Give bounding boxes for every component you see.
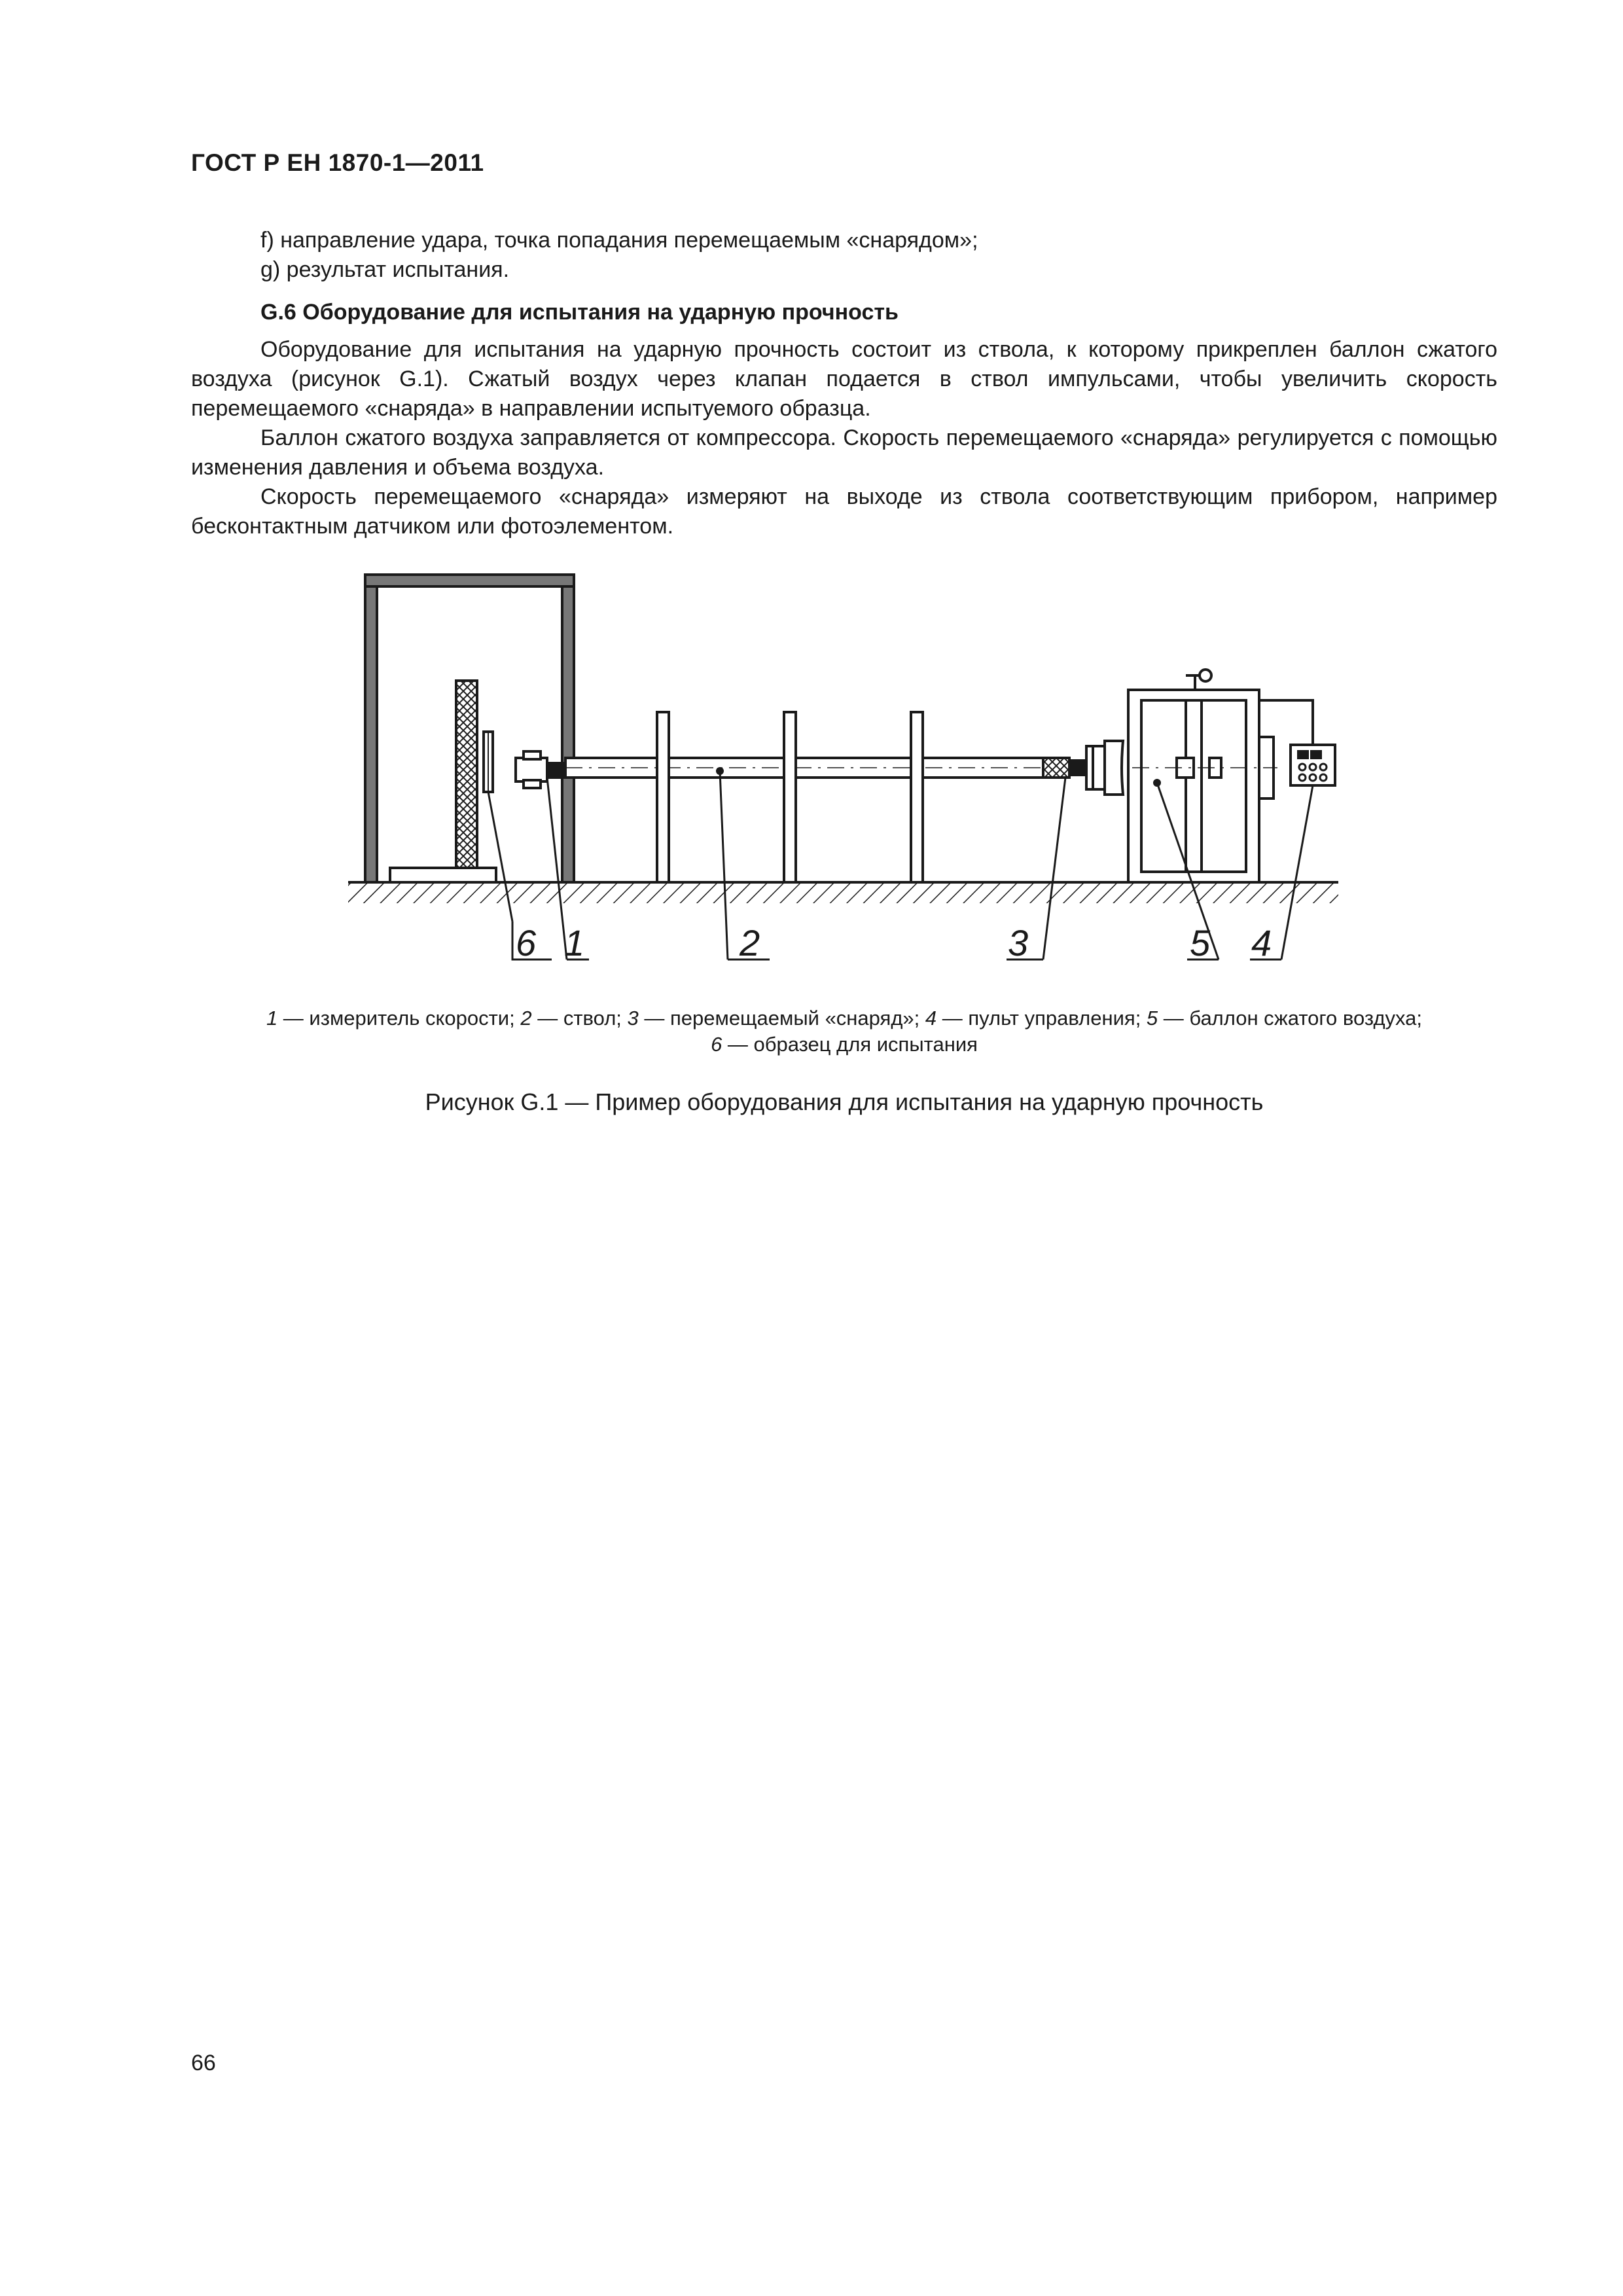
legend-text-5: — баллон сжатого воздуха; [1158,1007,1423,1030]
velocity-meter [516,751,565,788]
control-cable [1259,700,1313,745]
projectile [1043,741,1123,795]
control-panel [1291,745,1335,785]
legend-text-3: — перемещаемый «снаряд»; [638,1007,925,1030]
test-enclosure [365,575,574,882]
legend-text-6: — образец для испытания [722,1033,978,1056]
callout-2: 2 [740,922,760,963]
legend-num-3: 3 [627,1007,639,1030]
legend-text-4: — пульт управления; [936,1007,1147,1030]
list-item-g: g) результат испытания. [260,257,510,282]
legend-line-2 [191,1031,1497,1058]
callout-1: 1 [564,922,585,963]
section-body [191,335,1497,541]
callout-6: 6 [516,922,537,963]
legend-line-1 [191,1005,1497,1031]
leader-lines [488,771,1313,960]
legend-num-1: 1 [266,1007,278,1030]
paragraph-2: Баллон сжатого воздуха заправляется от компрессора. Скорость перемещаемого «снаряда» регулируется с помощью изменения давления и объема воздуха. [191,425,1497,480]
paragraph-3: Скорость перемещаемого «снаряда» измеряют на выходе из ствола соответствующим прибором, например бесконтактным датчиком или фотоэлементом. [191,484,1497,539]
barrel [565,712,1043,882]
list-item-f: f) направление удара, точка попадания перемещаемым «снарядом»; [260,228,978,253]
legend-num-6: 6 [711,1033,722,1056]
callout-4: 4 [1251,922,1272,963]
legend-num-4: 4 [925,1007,937,1030]
air-tank [1128,670,1277,882]
ground [348,882,1338,903]
page-number: 66 [191,2051,216,2075]
callout-3: 3 [1008,922,1029,963]
legend-text-2: — ствол; [531,1007,628,1030]
callout-5: 5 [1190,922,1211,963]
figure-legend [191,1005,1497,1058]
legend-text-1: — измеритель скорости; [277,1007,521,1030]
section-title: G.6 Оборудование для испытания на ударную прочность [260,300,899,325]
legend-num-5: 5 [1146,1007,1158,1030]
figure-caption: Рисунок G.1 — Пример оборудования для испытания на ударную прочность [425,1088,1264,1115]
legend-num-2: 2 [520,1007,532,1030]
document-header: ГОСТ Р ЕН 1870-1—2011 [191,149,484,176]
specimen-holder [390,681,496,882]
paragraph-1: Оборудование для испытания на ударную прочность состоит из ствола, к которому прикреплен баллон сжатого воздуха (рисунок G.1). Сжатый воздух через клапан подается в ствол импульсами, чтобы увеличить скорость перемещаемого «снаряда» в направлении испытуемого образца. [191,337,1497,421]
